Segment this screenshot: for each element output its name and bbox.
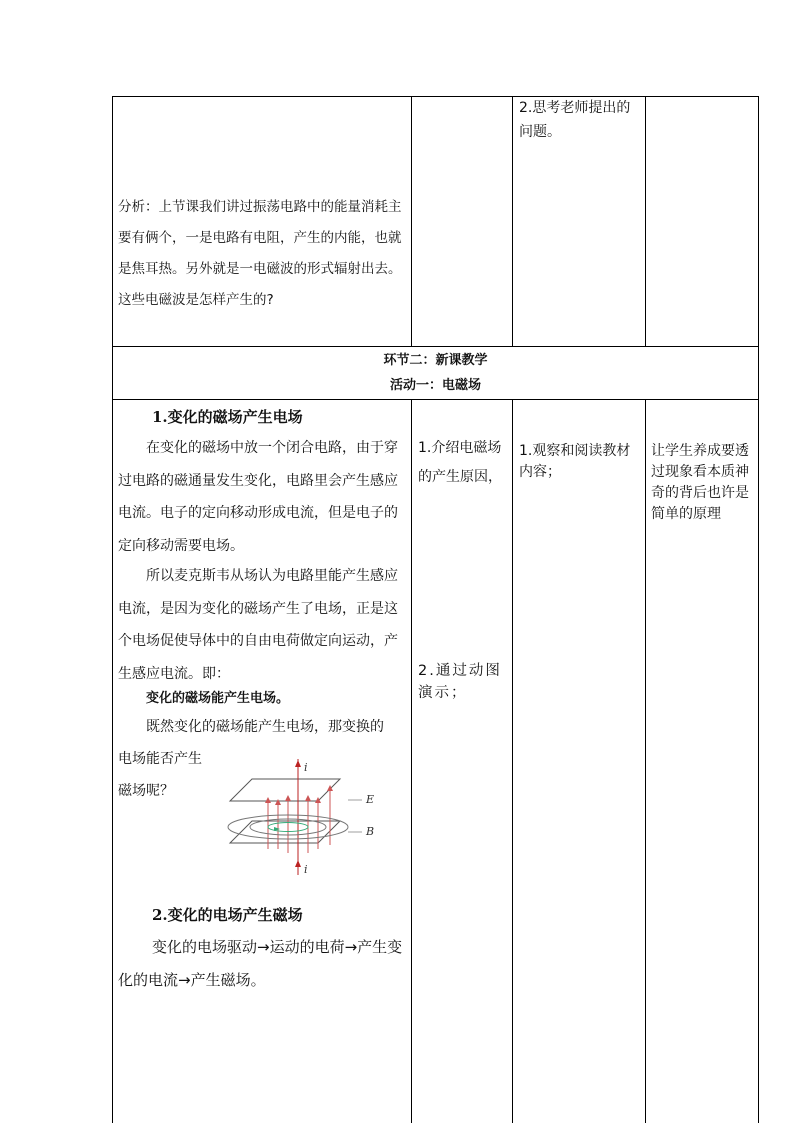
label-B: B <box>366 825 375 838</box>
teacher-activity-item-1: 1.介绍电磁场的产生原因， <box>418 440 502 485</box>
label-E: E <box>366 793 375 806</box>
paragraph-4-text: 变化的电场驱动→运动的电荷→产生变化的电流→产生磁场。 <box>118 938 403 989</box>
table-row-divider-2 <box>112 399 759 400</box>
table-col-divider-3 <box>645 96 646 346</box>
heading-changing-magnetic-field: 1.变化的磁场产生电场 <box>152 408 303 426</box>
paragraph-4 <box>118 931 408 997</box>
paragraph-1 <box>118 432 408 562</box>
paragraph-2 <box>118 560 408 690</box>
teacher-activity-item-2: 2.通过动图演示； <box>418 663 502 701</box>
label-bottom-i: i <box>304 863 308 876</box>
heading-changing-electric-field: 2.变化的电场产生磁场 <box>152 906 303 924</box>
paragraph-3-line1: 既然变化的磁场能产生电场，那变换的 <box>146 719 384 735</box>
label-top-i: i <box>304 761 308 774</box>
table-border-top <box>112 96 759 97</box>
paragraph-3-line2: 电场能否产生 <box>118 751 202 767</box>
table-col-divider-1b <box>411 399 412 1123</box>
field-diagram <box>222 757 382 877</box>
design-intent-text: 让学生养成要透过现象看本质神奇的背后也许是简单的原理 <box>651 443 749 522</box>
table-border-left <box>112 96 113 1123</box>
paragraph-3-line3: 磁场呢？ <box>118 783 174 799</box>
table-border-right <box>758 96 759 1123</box>
student-activity-item-1: 1.观察和阅读教材内容； <box>519 443 631 480</box>
analysis-text: 分析：上节课我们讲过振荡电路中的能量消耗主要有俩个，一是电路有电阻，产生的内能，也就是焦耳热。另外就是一电磁波的形式辐射出去。这些电磁波是怎样产生的? <box>118 199 402 308</box>
student-activity-think: 2.思考老师提出的问题。 <box>519 100 631 140</box>
conclusion-line: 变化的磁场能产生电场。 <box>146 691 290 706</box>
section-title: 环节二：新课教学 <box>383 353 488 368</box>
section-subtitle: 活动一：电磁场 <box>389 378 481 393</box>
table-col-divider-2b <box>512 399 513 1123</box>
paragraph-1-text: 在变化的磁场中放一个闭合电路，由于穿过电路的磁通量发生变化，电路里会产生感应电流。电子的定向移动形成电流，但是电子的定向移动需要电场。 <box>118 440 398 554</box>
paragraph-2-text: 所以麦克斯韦从场认为电路里能产生感应电流，是因为变化的磁场产生了电场，正是这个电场促使导体中的自由电荷做定向运动，产生感应电流。即： <box>118 568 398 682</box>
electromagnetic-field-figure <box>222 757 382 877</box>
table-row-divider-1 <box>112 346 759 347</box>
table-col-divider-3b <box>645 399 646 1123</box>
table-col-divider-2 <box>512 96 513 346</box>
table-col-divider-1 <box>411 96 412 346</box>
